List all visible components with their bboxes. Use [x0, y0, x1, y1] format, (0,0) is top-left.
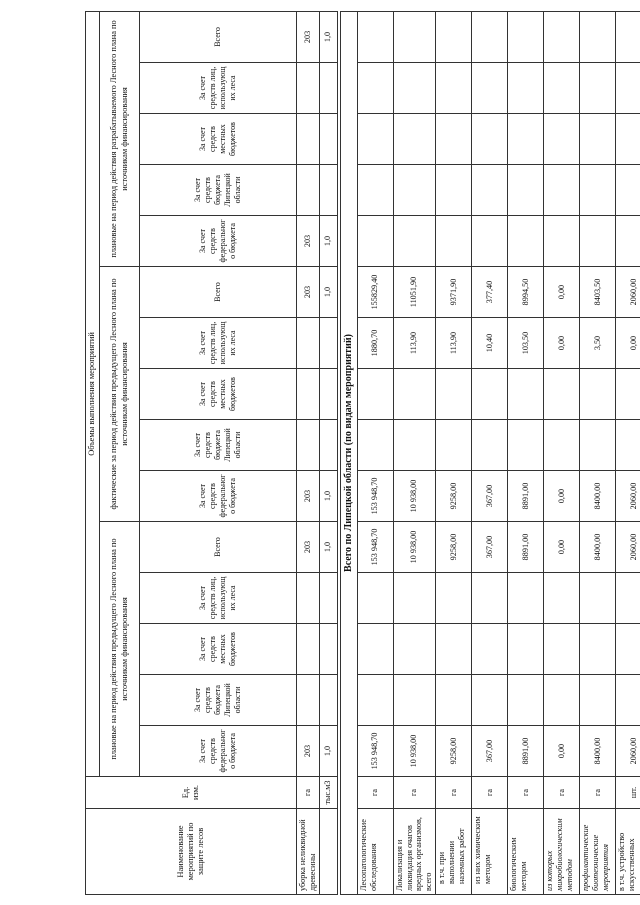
value-cell: 8891,00	[508, 726, 544, 777]
value-cell: 0,00	[544, 471, 580, 522]
value-cell	[357, 63, 393, 114]
header-volumes: Объемы выполнения мероприятий	[86, 11, 100, 776]
header-source-users-g1: За счет средств лиц, использующих леса	[140, 573, 297, 624]
value-cell	[319, 318, 337, 369]
value-cell: 1880,70	[357, 318, 393, 369]
value-cell: 0,00	[544, 267, 580, 318]
header-source-total-g1: Всего	[140, 522, 297, 573]
value-cell: 367,00	[472, 471, 508, 522]
table-row	[508, 11, 544, 894]
value-cell: 8891,00	[508, 471, 544, 522]
value-cell	[472, 420, 508, 471]
value-cell	[436, 624, 472, 675]
value-cell	[580, 369, 616, 420]
value-cell	[357, 675, 393, 726]
value-cell	[436, 216, 472, 267]
value-cell	[393, 165, 435, 216]
value-cell	[297, 165, 320, 216]
value-cell	[580, 165, 616, 216]
row-name: в т.ч. при выполнении наземных работ	[436, 809, 472, 895]
value-cell	[357, 114, 393, 165]
value-cell	[580, 624, 616, 675]
value-cell: 8400,00	[580, 726, 616, 777]
value-cell	[508, 573, 544, 624]
value-cell	[616, 369, 640, 420]
value-cell: 10 938,00	[393, 471, 435, 522]
rotated-table-frame	[85, 20, 638, 895]
row-name: Локализация и ликвидация очагов вредных организмов, всего	[393, 809, 435, 895]
value-cell	[357, 573, 393, 624]
value-cell	[616, 675, 640, 726]
row-unit: тыс.м3	[319, 777, 337, 809]
row-unit: шт.	[616, 777, 640, 809]
value-cell: 203	[297, 11, 320, 62]
value-cell: 8403,50	[580, 267, 616, 318]
header-group-planned-prev: плановые на период действия предыдущего Лесного плана по источникам финансирования	[100, 522, 140, 777]
row-name: из них химическим методом	[472, 809, 508, 895]
value-cell: 0,00	[544, 726, 580, 777]
value-cell: 1,0	[319, 471, 337, 522]
value-cell: 2060,00	[616, 726, 640, 777]
value-cell	[297, 63, 320, 114]
value-cell: 0,00	[616, 318, 640, 369]
header-group-planned-new: плановые на период действия разрабатываемого Лесного плана по источникам финансирования	[100, 11, 140, 266]
row-unit: га	[580, 777, 616, 809]
header-source-local-g1: За счет средств местных бюджетов	[140, 624, 297, 675]
value-cell	[393, 114, 435, 165]
value-cell	[580, 675, 616, 726]
value-cell	[472, 216, 508, 267]
value-cell: 9258,00	[436, 471, 472, 522]
value-cell	[508, 675, 544, 726]
value-cell	[580, 114, 616, 165]
value-cell	[580, 216, 616, 267]
value-cell: 1,0	[319, 216, 337, 267]
row-name: уборка неликвидной древесины	[297, 809, 320, 895]
value-cell	[393, 369, 435, 420]
row-unit: га	[508, 777, 544, 809]
header-source-total-g3: Всего	[140, 11, 297, 62]
value-cell	[472, 573, 508, 624]
row-name: Лесопатологические обследования	[357, 809, 393, 895]
value-cell	[436, 420, 472, 471]
header-source-federal-g1: За счет средств федерального бюджета	[140, 726, 297, 777]
value-cell: 8400,00	[580, 522, 616, 573]
value-cell: 10,40	[472, 318, 508, 369]
value-cell	[319, 63, 337, 114]
value-cell: 10 938,00	[393, 522, 435, 573]
value-cell	[319, 369, 337, 420]
value-cell	[357, 420, 393, 471]
value-cell	[508, 369, 544, 420]
value-cell: 2060,00	[616, 522, 640, 573]
value-cell: 113,90	[393, 318, 435, 369]
value-cell	[616, 573, 640, 624]
value-cell: 203	[297, 471, 320, 522]
value-cell	[297, 318, 320, 369]
value-cell	[319, 675, 337, 726]
value-cell	[508, 420, 544, 471]
value-cell	[616, 165, 640, 216]
value-cell	[616, 420, 640, 471]
value-cell	[393, 573, 435, 624]
value-cell: 2060,00	[616, 267, 640, 318]
value-cell	[436, 675, 472, 726]
table-row	[580, 11, 616, 894]
value-cell: 1,0	[319, 267, 337, 318]
forest-protection-table	[85, 11, 640, 895]
value-cell	[472, 114, 508, 165]
row-unit: га	[393, 777, 435, 809]
value-cell	[319, 624, 337, 675]
header-source-regional-g2: За счет средств бюджета Липецкой области	[140, 420, 297, 471]
value-cell	[357, 216, 393, 267]
header-source-users-g3: За счет средств лиц, использующих леса	[140, 63, 297, 114]
value-cell	[393, 216, 435, 267]
value-cell	[319, 165, 337, 216]
value-cell: 9258,00	[436, 726, 472, 777]
value-cell: 0,00	[544, 522, 580, 573]
value-cell	[544, 675, 580, 726]
value-cell	[297, 573, 320, 624]
row-unit: га	[544, 777, 580, 809]
value-cell: 9258,00	[436, 522, 472, 573]
header-source-local-g3: За счет средств местных бюджетов	[140, 114, 297, 165]
value-cell: 203	[297, 522, 320, 573]
value-cell: 0,00	[544, 318, 580, 369]
value-cell	[436, 573, 472, 624]
header-source-local-g2: За счет средств местных бюджетов	[140, 369, 297, 420]
row-unit: га	[436, 777, 472, 809]
header-source-total-g2: Всего	[140, 267, 297, 318]
value-cell	[357, 369, 393, 420]
value-cell	[357, 11, 393, 62]
value-cell	[616, 114, 640, 165]
value-cell	[319, 114, 337, 165]
value-cell	[436, 11, 472, 62]
table-row	[472, 11, 508, 894]
value-cell	[472, 63, 508, 114]
table-row	[544, 11, 580, 894]
value-cell	[544, 624, 580, 675]
value-cell	[508, 114, 544, 165]
row-name: из которых микробиологическим методом	[544, 809, 580, 895]
value-cell: 1,0	[319, 522, 337, 573]
value-cell	[393, 420, 435, 471]
value-cell	[436, 165, 472, 216]
value-cell	[508, 63, 544, 114]
table-row	[357, 11, 393, 894]
value-cell: 203	[297, 726, 320, 777]
value-cell	[393, 675, 435, 726]
value-cell	[472, 675, 508, 726]
table-row	[616, 11, 640, 894]
header-source-regional-g3: За счет средств бюджета Липецкой области	[140, 165, 297, 216]
value-cell	[508, 624, 544, 675]
value-cell	[297, 114, 320, 165]
value-cell	[544, 114, 580, 165]
value-cell: 103,50	[508, 318, 544, 369]
value-cell	[616, 63, 640, 114]
row-name: в т.ч. устройство искусственных	[616, 809, 640, 895]
value-cell	[297, 624, 320, 675]
header-source-users-g2: За счет средств лиц, использующих леса	[140, 318, 297, 369]
value-cell	[297, 675, 320, 726]
header-source-federal-g3: За счет средств федерального бюджета	[140, 216, 297, 267]
table-row	[297, 11, 320, 894]
value-cell	[616, 11, 640, 62]
value-cell	[436, 63, 472, 114]
value-cell	[436, 114, 472, 165]
value-cell: 8400,00	[580, 471, 616, 522]
header-name: Наименование мероприятий по защите лесов	[86, 809, 297, 895]
value-cell	[508, 216, 544, 267]
row-name: биологическим методом	[508, 809, 544, 895]
value-cell: 153 948,70	[357, 471, 393, 522]
value-cell	[616, 216, 640, 267]
value-cell	[472, 624, 508, 675]
value-cell: 153 948,70	[357, 726, 393, 777]
value-cell	[472, 165, 508, 216]
row-name: профилактические биотехнические мероприятия	[580, 809, 616, 895]
value-cell: 113,90	[436, 318, 472, 369]
value-cell: 11051,90	[393, 267, 435, 318]
header-source-federal-g2: За счет средств федерального бюджета	[140, 471, 297, 522]
value-cell	[508, 11, 544, 62]
table-row	[319, 11, 337, 894]
value-cell: 367,00	[472, 522, 508, 573]
value-cell	[357, 165, 393, 216]
row-unit: га	[472, 777, 508, 809]
value-cell	[544, 573, 580, 624]
value-cell	[544, 11, 580, 62]
row-name	[319, 809, 337, 895]
value-cell: 3,50	[580, 318, 616, 369]
value-cell	[319, 420, 337, 471]
value-cell	[357, 624, 393, 675]
value-cell: 8994,50	[508, 267, 544, 318]
value-cell	[319, 573, 337, 624]
value-cell	[544, 420, 580, 471]
value-cell: 2060,00	[616, 471, 640, 522]
value-cell	[297, 369, 320, 420]
header-unit: Ед. изм.	[86, 777, 297, 809]
value-cell: 1,0	[319, 11, 337, 62]
value-cell	[580, 420, 616, 471]
value-cell	[544, 63, 580, 114]
row-unit: га	[357, 777, 393, 809]
value-cell: 367,00	[472, 726, 508, 777]
value-cell	[393, 624, 435, 675]
value-cell	[393, 11, 435, 62]
value-cell	[580, 63, 616, 114]
value-cell: 1,0	[319, 726, 337, 777]
value-cell	[544, 216, 580, 267]
header-group-actual-prev: фактические за период действия предыдущего Лесного плана по источникам финансирования	[100, 267, 140, 522]
value-cell: 8891,00	[508, 522, 544, 573]
value-cell: 10 938,00	[393, 726, 435, 777]
row-unit: га	[297, 777, 320, 809]
value-cell	[297, 420, 320, 471]
table-row	[436, 11, 472, 894]
value-cell	[436, 369, 472, 420]
value-cell: 377,40	[472, 267, 508, 318]
table-row	[393, 11, 435, 894]
value-cell	[580, 11, 616, 62]
value-cell: 155829,40	[357, 267, 393, 318]
section-title: Всего по Липецкой области (по видам мероприятий)	[340, 11, 357, 894]
value-cell: 9371,90	[436, 267, 472, 318]
value-cell	[544, 165, 580, 216]
value-cell	[580, 573, 616, 624]
header-source-regional-g1: За счет средств бюджета Липецкой области	[140, 675, 297, 726]
value-cell	[393, 63, 435, 114]
value-cell: 203	[297, 267, 320, 318]
value-cell: 153 948,70	[357, 522, 393, 573]
value-cell	[472, 11, 508, 62]
value-cell	[544, 369, 580, 420]
value-cell	[472, 369, 508, 420]
value-cell	[508, 165, 544, 216]
value-cell	[616, 624, 640, 675]
value-cell: 203	[297, 216, 320, 267]
